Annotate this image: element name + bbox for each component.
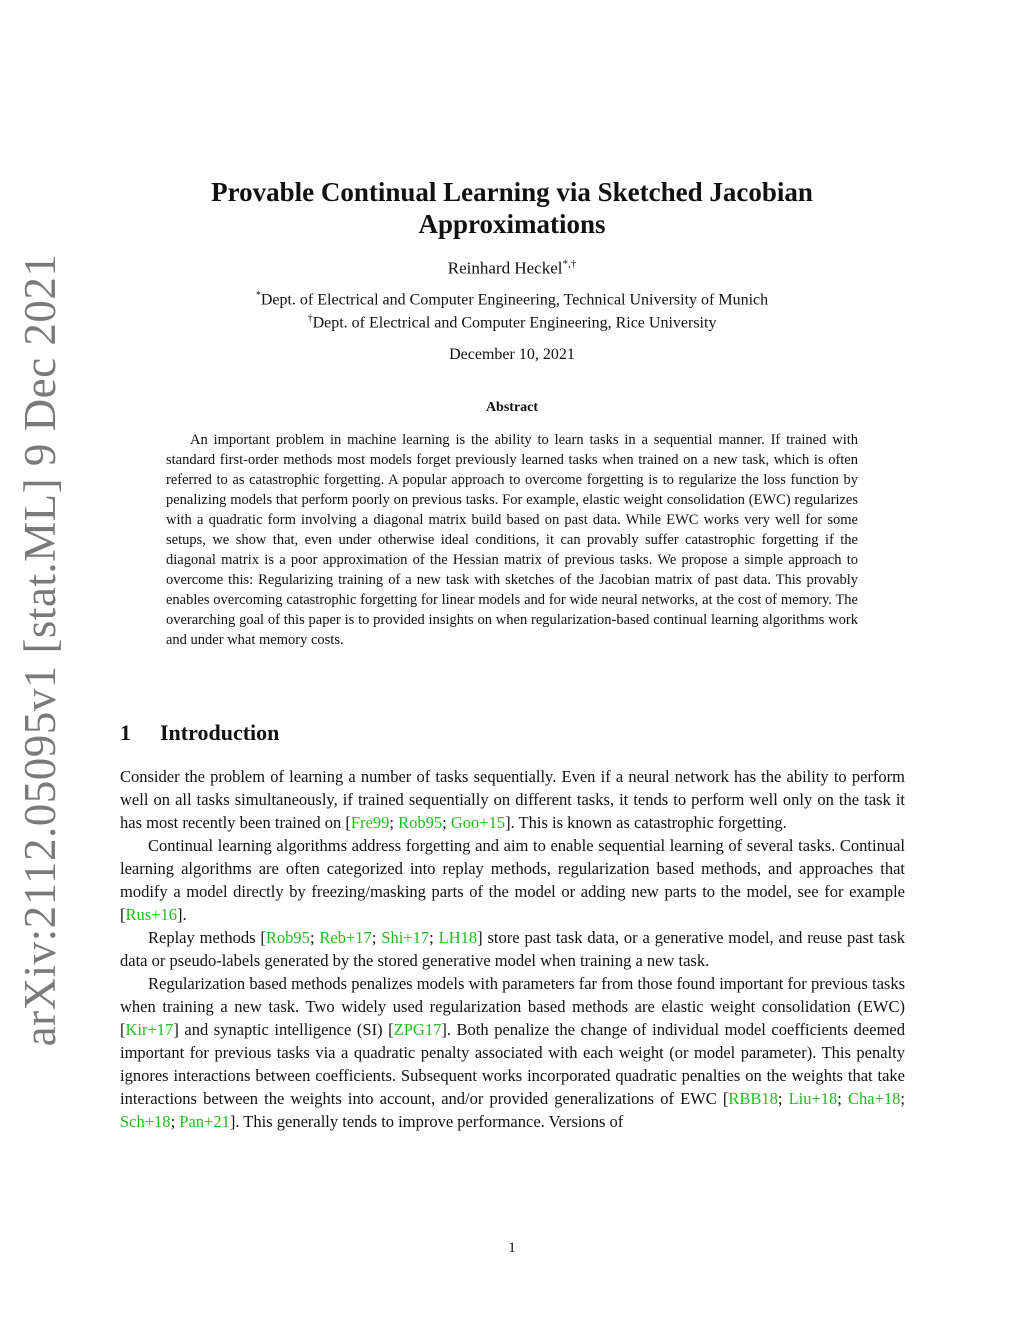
publication-date: December 10, 2021 [449,346,575,363]
paragraph-text: Continual learning algorithms address forgetting and aim to enable sequential learning of several tasks. Continual learning algorithms are often categorized into replay methods, regularization based methods, and approaches that modify a model directly by freezing/masking parts of the model or adding new parts to the model, see for example [ [120,836,905,924]
section-number: 1 [120,720,131,745]
paragraph-text: ; [429,928,439,947]
citation-link[interactable]: Rus+16 [125,905,177,924]
paragraph-text: ]. [176,905,187,924]
citation-link[interactable]: LH18 [438,928,478,947]
citation-link[interactable]: Rob95 [398,813,443,832]
paragraph-text: Consider the problem of learning a number of tasks sequentially. Even if a neural network has the ability to perform well on all tasks simultaneously, if trained sequentially on different tasks, it tends to perform well only on the task it has most recently been trained on [ [120,767,905,832]
paragraph-text: ; [900,1089,905,1108]
affiliation-2-text: Dept. of Electrical and Computer Engineering, Rice University [312,314,717,332]
intro-paragraph [120,926,905,972]
citation-link[interactable]: Shi+17 [381,928,430,947]
intro-paragraph [120,765,905,834]
intro-paragraph [120,834,905,926]
citation-link[interactable]: Liu+18 [788,1089,838,1108]
paragraph-text: ] and synaptic intelligence (SI) [ [173,1020,394,1039]
paragraph-text: ; [389,813,399,832]
section-title: Introduction [160,720,280,745]
affiliation-1-text: Dept. of Electrical and Computer Engineering, Technical University of Munich [260,291,769,309]
introduction-body [120,765,905,1133]
paragraph-text: ; [777,1089,789,1108]
paper-title: Provable Continual Learning via Sketched Jacobian Approximations [211,177,813,239]
abstract-body: An important problem in machine learning is the ability to learn tasks in a sequential manner. If trained with standard first-order methods most models forget previously learned tasks when trained on a new task, which is often referred to as catastrophic forgetting. A popular approach to overcome forgetting is to regularize the loss function by penalizing models that perform poorly on previous tasks. For example, elastic weight consolidation (EWC) regularizes with a quadratic form involving a diagonal matrix build based on past data. While EWC works very well for some setups, we show that, even under otherwise ideal conditions, it can provably suffer catastrophic forgetting if the diagonal matrix is a poor approximation of the Hessian matrix of previous tasks. We propose a simple approach to overcome this: Regularizing training of a new task with sketches of the Jacobian matrix of past data. This provably enables overcoming catastrophic forgetting for linear models and for wide neural networks, at the cost of memory. The overarching goal of this paper is to provided insights on when regularization-based continual learning algorithms work and under what memory costs. [166,432,858,648]
paragraph-text: ; [170,1112,180,1131]
citation-link[interactable]: ZPG17 [393,1020,442,1039]
author-name: Reinhard Heckel [447,258,563,278]
citation-link[interactable]: Rob95 [265,928,310,947]
author-marks: *,† [562,258,577,270]
affiliation-2-mark: † [307,313,313,324]
paragraph-text: ]. This is known as catastrophic forgetting. [505,813,787,832]
citation-link[interactable]: Cha+18 [848,1089,901,1108]
citation-link[interactable]: Sch+18 [120,1112,171,1131]
arxiv-identifier-stamp: arXiv:2112.05095v1 [stat.ML] 9 Dec 2021 [15,253,65,1047]
citation-link[interactable]: Kir+17 [125,1020,174,1039]
citation-link[interactable]: Goo+15 [450,813,506,832]
paragraph-text: ]. This generally tends to improve performance. Versions of [229,1112,624,1131]
paragraph-text: ]. Both penalize the change of individual model coefficients deemed important for previous tasks via a quadratic penalty associated with each weight (or model parameter). This penalty ignores interactions between coefficients. Subsequent works incorporated quadratic penalties on the weights that take interactions between the weights into account, and/or provided generalizations of EWC [ [120,1020,905,1108]
intro-paragraph [120,972,905,1133]
citation-link[interactable]: RBB18 [728,1089,778,1108]
paragraph-text: Regularization based methods penalizes models with parameters far from those found important for previous tasks when training a new task. Two widely used regularization based methods are elastic weight consolidation (EWC) [ [120,974,905,1039]
page-number: 1 [508,1240,516,1256]
abstract-heading: Abstract [485,400,539,415]
affiliation-2 [0,313,1024,332]
citation-link[interactable]: Pan+21 [179,1112,230,1131]
affiliation-1-mark: * [255,290,261,301]
paragraph-text: ] store past task data, or a generative model, and reuse past task data or pseudo-labels generated by the stored generative model when training a new task. [120,928,905,970]
paragraph-text: ; [442,813,451,832]
paragraph-text: ; [371,928,382,947]
paragraph-text: Replay methods [ [148,928,266,947]
citation-link[interactable]: Fre99 [350,813,390,832]
section-heading [120,720,279,746]
citation-link[interactable]: Reb+17 [319,928,372,947]
paragraph-text: ; [837,1089,848,1108]
affiliation-1 [0,290,1024,309]
author-line [0,258,1024,279]
paragraph-text: ; [309,928,320,947]
